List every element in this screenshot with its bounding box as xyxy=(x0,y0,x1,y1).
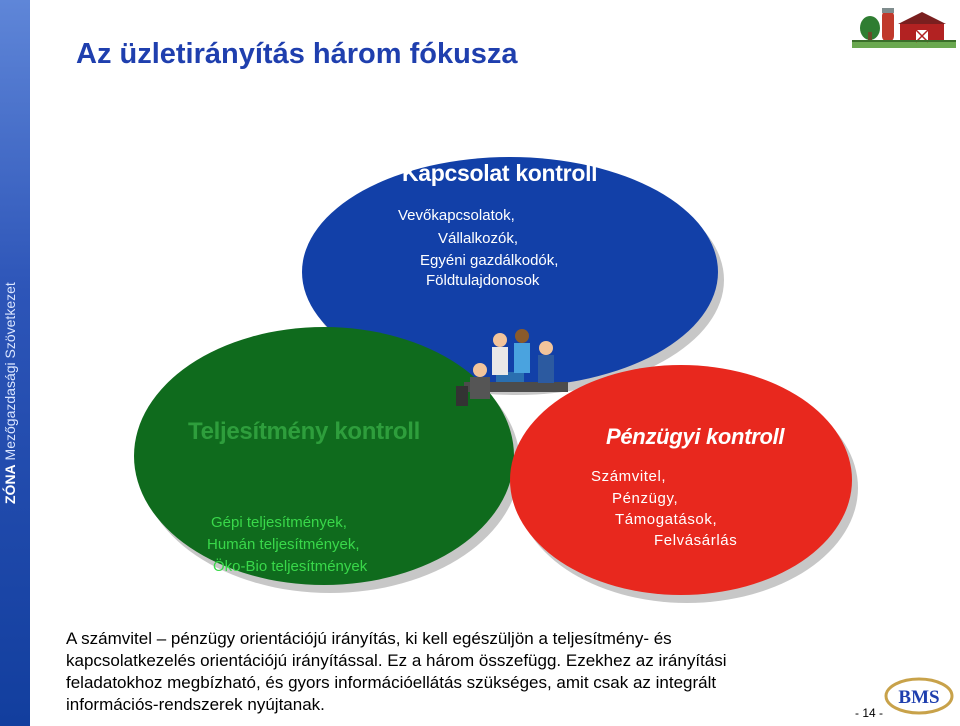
blue-item: Vállalkozók, xyxy=(438,230,519,247)
relationship-control-heading: Kapcsolat kontroll xyxy=(402,160,598,186)
meeting-people-icon xyxy=(456,326,572,408)
green-item: Öko-Bio teljesítmények xyxy=(213,558,368,575)
blue-item: Földtulajdonosok xyxy=(426,272,540,289)
green-item: Humán teljesítmények, xyxy=(207,536,360,553)
red-item: Támogatások, xyxy=(615,511,718,528)
blue-item: Vevőkapcsolatok, xyxy=(398,207,515,224)
sidebar-brand xyxy=(2,282,18,504)
body-line: kapcsolatkezelés orientációjú irányítással. Ez a három összefügg. Ezekhez az irányítási xyxy=(66,651,727,670)
body-line: információs-rendszerek nyújtanak. xyxy=(66,695,325,714)
summary-paragraph xyxy=(66,628,866,716)
sidebar-band xyxy=(0,0,30,726)
brand-rest: Mezőgazdasági Szövetkezet xyxy=(2,282,18,461)
red-item: Számvitel, xyxy=(591,468,667,485)
body-line: feladatokhoz megbízható, és gyors információellátás szükséges, amit csak az integrált xyxy=(66,673,717,692)
performance-control-heading: Teljesítmény kontroll xyxy=(188,418,420,445)
blue-item: Egyéni gazdálkodók, xyxy=(420,252,559,269)
red-item: Pénzügy, xyxy=(612,490,679,507)
body-line: A számvitel – pénzügy orientációjú irányítás, ki kell egészüljön a teljesítmény- és xyxy=(66,629,672,648)
farm-barn-icon xyxy=(852,2,956,48)
page-title: Az üzletirányítás három fókusza xyxy=(76,38,518,70)
green-item: Gépi teljesítmények, xyxy=(211,514,347,531)
financial-control-heading: Pénzügyi kontroll xyxy=(606,424,785,449)
bms-logo-text: BMS xyxy=(898,687,940,708)
brand-bold: ZÓNA xyxy=(2,464,18,504)
red-item: Felvásárlás xyxy=(654,532,738,549)
page-number: - 14 - xyxy=(855,706,884,720)
bms-logo xyxy=(884,676,954,716)
